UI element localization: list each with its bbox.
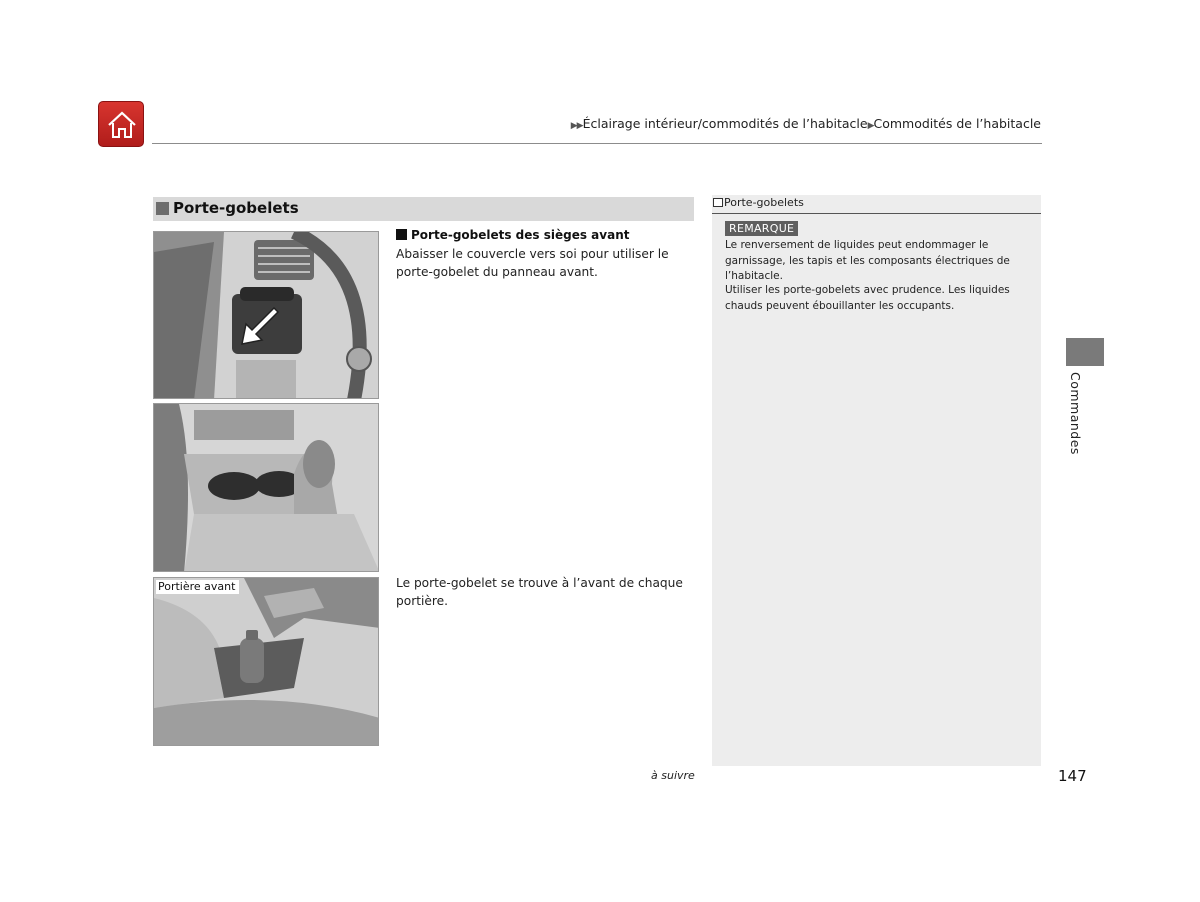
side-notes-panel (712, 195, 1041, 766)
photo-caption: Portière avant (156, 580, 239, 594)
breadcrumb-item[interactable]: Commodités de l’habitacle (873, 116, 1041, 131)
continued-label: à suivre (651, 769, 695, 782)
reference-icon (713, 198, 723, 207)
photo-door-cupholder (153, 577, 379, 746)
home-button[interactable] (98, 101, 144, 147)
triangle-right-icon: ▶ (867, 121, 874, 131)
section-header (153, 197, 694, 221)
square-bullet-icon (156, 202, 169, 215)
note-paragraph: Le renversement de liquides peut endommager le garnissage, les tapis et les composants électriques de l’habitacle. (725, 239, 1010, 282)
home-icon (106, 109, 138, 141)
square-bullet-icon (396, 229, 407, 240)
photo-console-cupholders (153, 403, 379, 572)
section-title: Porte-gobelets (173, 199, 299, 217)
paragraph-door-cupholder: Le porte-gobelet se trouve à l’avant de chaque portière. (396, 576, 683, 608)
subsection-title: Porte-gobelets des sièges avant (396, 228, 629, 242)
paragraph-front-cupholder: Abaisser le couvercle vers soi pour utiliser le porte-gobelet du panneau avant. (396, 247, 669, 279)
header-divider (152, 143, 1042, 144)
triangle-right-icon: ▶▶ (570, 121, 583, 131)
note-paragraph: Utiliser les porte-gobelets avec prudence. Les liquides chauds peuvent ébouillanter les occupants. (725, 284, 1010, 312)
reference-link[interactable]: Porte-gobelets (713, 196, 804, 209)
breadcrumb-item[interactable]: Éclairage intérieur/commodités de l’habitacle (582, 116, 868, 131)
side-panel-divider (712, 213, 1041, 214)
breadcrumb (571, 116, 1041, 131)
chapter-tab-label: Commandes (1068, 372, 1083, 455)
page-number: 147 (1058, 767, 1087, 785)
photo-dashboard-cupholder (153, 231, 379, 399)
chapter-tab-marker[interactable] (1066, 338, 1104, 366)
remarque-badge: REMARQUE (725, 221, 798, 236)
